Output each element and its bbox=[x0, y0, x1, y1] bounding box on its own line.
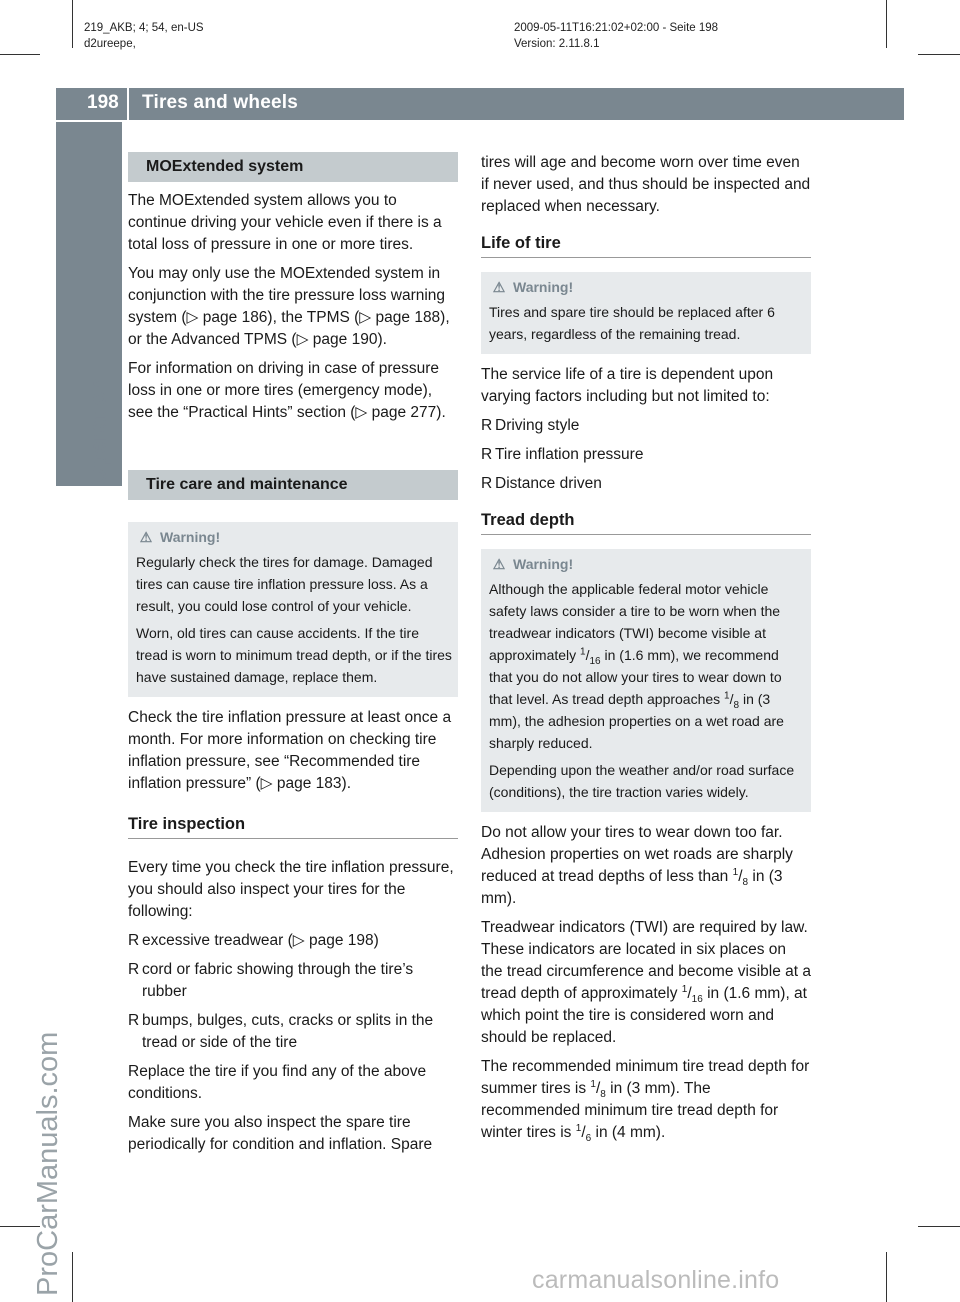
list-item-text: bumps, bulges, cuts, cracks or splits in the tread or side of the tire bbox=[142, 1012, 434, 1051]
left-column bbox=[128, 152, 458, 1163]
bullet-marker: R bbox=[481, 475, 493, 492]
print-meta-left-line1: 219_AKB; 4; 54, en-US bbox=[84, 22, 204, 34]
fraction-numerator: 1 bbox=[732, 866, 739, 878]
bullet-marker: R bbox=[481, 417, 493, 434]
crop-mark bbox=[72, 0, 73, 48]
bullet-marker: R bbox=[481, 446, 493, 463]
list-item bbox=[481, 444, 811, 466]
text-run: in (3 mm), the adhesion properties on a wet road are sharply reduced. bbox=[489, 691, 784, 751]
warning-text: Tires and spare tire should be replaced after 6 years, regardless of the remaining tread. bbox=[489, 304, 775, 342]
fraction-denominator: 8 bbox=[600, 1089, 606, 1101]
fraction-denominator: 6 bbox=[585, 1133, 592, 1145]
warning-heading bbox=[489, 276, 805, 298]
warning-heading bbox=[136, 526, 452, 548]
warning-box bbox=[481, 549, 811, 812]
text-run: in (1.6 mm), at which point the tire is considered worn and should be replaced. bbox=[481, 985, 807, 1046]
chapter-title: Tires and wheels bbox=[142, 92, 298, 113]
print-meta-right bbox=[514, 20, 718, 52]
paragraph: tires will age and become worn over time even if never used, and thus should be inspected and replaced when necessary. bbox=[481, 154, 811, 215]
paragraph: Make sure you also inspect the spare tire periodically for condition and inflation. Spare bbox=[128, 1114, 433, 1153]
warning-text: Regularly check the tires for damage. Damaged tires can cause tire inflation pressure loss. As a result, you could lose control of your vehicle. bbox=[136, 554, 433, 614]
warning-triangle-icon: ⚠ bbox=[139, 529, 153, 545]
fraction-denominator: 16 bbox=[691, 994, 703, 1006]
list-item bbox=[128, 930, 458, 952]
list-item-text: Distance driven bbox=[495, 475, 602, 492]
list-item-text: Driving style bbox=[495, 417, 580, 434]
text-run: in (1.6 mm), we recommend that you do not allow your tires to wear down to that level. As tread depth approaches bbox=[489, 647, 782, 707]
section-tab-label: Operation bbox=[85, 377, 111, 486]
paragraph: You may only use the MOExtended system in conjunction with the tire pressure loss warning system (▷ page 186), the TPMS (▷ page 188), or the Advanced TPMS (▷ page 190). bbox=[128, 265, 450, 348]
fraction-numerator: 1 bbox=[575, 1122, 582, 1134]
fraction-numerator: 1 bbox=[590, 1078, 596, 1090]
warning-box bbox=[128, 522, 458, 697]
warning-label: Warning! bbox=[513, 279, 574, 295]
text-run: in (4 mm). bbox=[591, 1124, 666, 1141]
fraction-numerator: 1 bbox=[724, 690, 730, 702]
paragraph: Every time you check the tire inflation pressure, you should also inspect your tires for the following: bbox=[128, 859, 454, 920]
warning-label: Warning! bbox=[160, 529, 221, 545]
warning-text: Depending upon the weather and/or road surface (conditions), the tire traction varies widely. bbox=[489, 762, 795, 800]
print-meta-right-line1: 2009-05-11T16:21:02+02:00 - Seite 198 bbox=[514, 22, 719, 34]
bullet-marker: R bbox=[128, 961, 140, 978]
page-header-bar bbox=[56, 88, 904, 120]
fraction-denominator: 8 bbox=[742, 877, 749, 889]
crop-mark bbox=[918, 1226, 960, 1227]
crop-mark bbox=[918, 54, 960, 55]
right-column bbox=[481, 152, 811, 1151]
text-run: in (3 mm). bbox=[481, 868, 783, 907]
paragraph: Replace the tire if you find any of the above conditions. bbox=[128, 1063, 427, 1102]
list-item-text: cord or fabric showing through the tire’s rubber bbox=[142, 961, 414, 1000]
list-item bbox=[128, 1010, 458, 1054]
page-number: 198 bbox=[87, 92, 119, 113]
warning-box bbox=[481, 272, 811, 354]
paragraph: The service life of a tire is dependent upon varying factors including but not limited to: bbox=[481, 366, 774, 405]
list-item-text: excessive treadwear (▷ page 198) bbox=[142, 932, 379, 949]
list-item bbox=[128, 959, 458, 1003]
fraction-numerator: 1 bbox=[580, 646, 586, 658]
warning-heading bbox=[489, 553, 805, 575]
bullet-marker: R bbox=[128, 1012, 140, 1029]
print-meta-left bbox=[84, 20, 204, 52]
fraction-denominator: 8 bbox=[733, 699, 740, 711]
warning-triangle-icon: ⚠ bbox=[492, 279, 506, 295]
text-run: The recommended minimum tire tread depth for summer tires is bbox=[481, 1058, 810, 1097]
paragraph: The recommended minimum tire tread depth for summer tires is $^1/_8$ in (3 mm). The recommended minimum tire tread depth for winter tires is $^1/_6$ in (4 mm). bbox=[481, 1058, 810, 1145]
subheading-life-of-tire: Life of tire bbox=[481, 232, 811, 258]
paragraph: For information on driving in case of pressure loss in one or more tires (emergency mode), see the “Practical Hints” section (▷ page 277). bbox=[128, 360, 446, 421]
text-run: in (3 mm). The recommended minimum tire tread depth for winter tires is bbox=[481, 1080, 779, 1141]
warning-text: Although the applicable federal motor vehicle safety laws consider a tire to be worn when the treadwear indicators (TWI) become visible at approximately $^1/_{16}$ in (1.6 mm), we recommend that you do not allow your tires to wear down to that level. As tread depth approaches $^1/_8$ in (3 mm), the adhesion properties on a wet road are sharply reduced. bbox=[489, 581, 784, 751]
list-item bbox=[481, 473, 811, 495]
list-item-text: Tire inflation pressure bbox=[495, 446, 644, 463]
crop-mark bbox=[886, 0, 887, 48]
crop-mark bbox=[0, 54, 40, 55]
paragraph: The MOExtended system allows you to continue driving your vehicle even if there is a total loss of pressure in one or more tires. bbox=[128, 192, 442, 253]
crop-mark bbox=[72, 1252, 73, 1302]
site-watermark: ProCarManuals.com bbox=[32, 1031, 64, 1296]
paragraph: Check the tire inflation pressure at least once a month. For more information on checking tire inflation pressure, see “Recommended tire inflation pressure” (▷ page 183). bbox=[128, 709, 452, 792]
subheading-tread-depth: Tread depth bbox=[481, 509, 811, 535]
warning-triangle-icon: ⚠ bbox=[492, 556, 506, 572]
warning-label: Warning! bbox=[513, 556, 574, 572]
crop-mark bbox=[886, 1252, 887, 1302]
subheading-tire-inspection: Tire inspection bbox=[128, 813, 458, 839]
header-divider bbox=[127, 88, 129, 120]
paragraph: Do not allow your tires to wear down too far. Adhesion properties on wet roads are sharply reduced at tread depths of less than $^1/_8$ in (3 mm). bbox=[481, 824, 793, 907]
fraction-numerator: 1 bbox=[681, 983, 688, 995]
footer-watermark: carmanualsonline.info bbox=[532, 1266, 780, 1294]
section-heading-tire-care: Tire care and maintenance bbox=[128, 470, 458, 500]
print-meta-right-line2: Version: 2.11.8.1 bbox=[514, 38, 600, 50]
section-heading-moextended: MOExtended system bbox=[128, 152, 458, 182]
paragraph: Treadwear indicators (TWI) are required by law. These indicators are located in six places on the tread circumference and become visible at a tread depth of approximately $^1/_{16}$ in (1.6 mm), at which point the tire is considered worn and should be replaced. bbox=[481, 919, 811, 1046]
bullet-marker: R bbox=[128, 932, 140, 949]
text-run: Do not allow your tires to wear down too far. Adhesion properties on wet roads are sharply reduced at tread depths of less than bbox=[481, 824, 793, 885]
fraction-denominator: 16 bbox=[589, 655, 601, 667]
print-meta-left-line2: d2ureepe, bbox=[84, 38, 136, 50]
list-item bbox=[481, 415, 811, 437]
warning-text: Worn, old tires can cause accidents. If the tire tread is worn to minimum tread depth, or if the tires have sustained damage, replace them. bbox=[136, 625, 452, 685]
text-run: Treadwear indicators (TWI) are required by law. These indicators are located in six places on the tread circumference and become visible at a tread depth of approximately bbox=[481, 919, 811, 1002]
text-run: Although the applicable federal motor vehicle safety laws consider a tire to be worn when the treadwear indicators (TWI) become visible at approximately bbox=[489, 581, 781, 663]
